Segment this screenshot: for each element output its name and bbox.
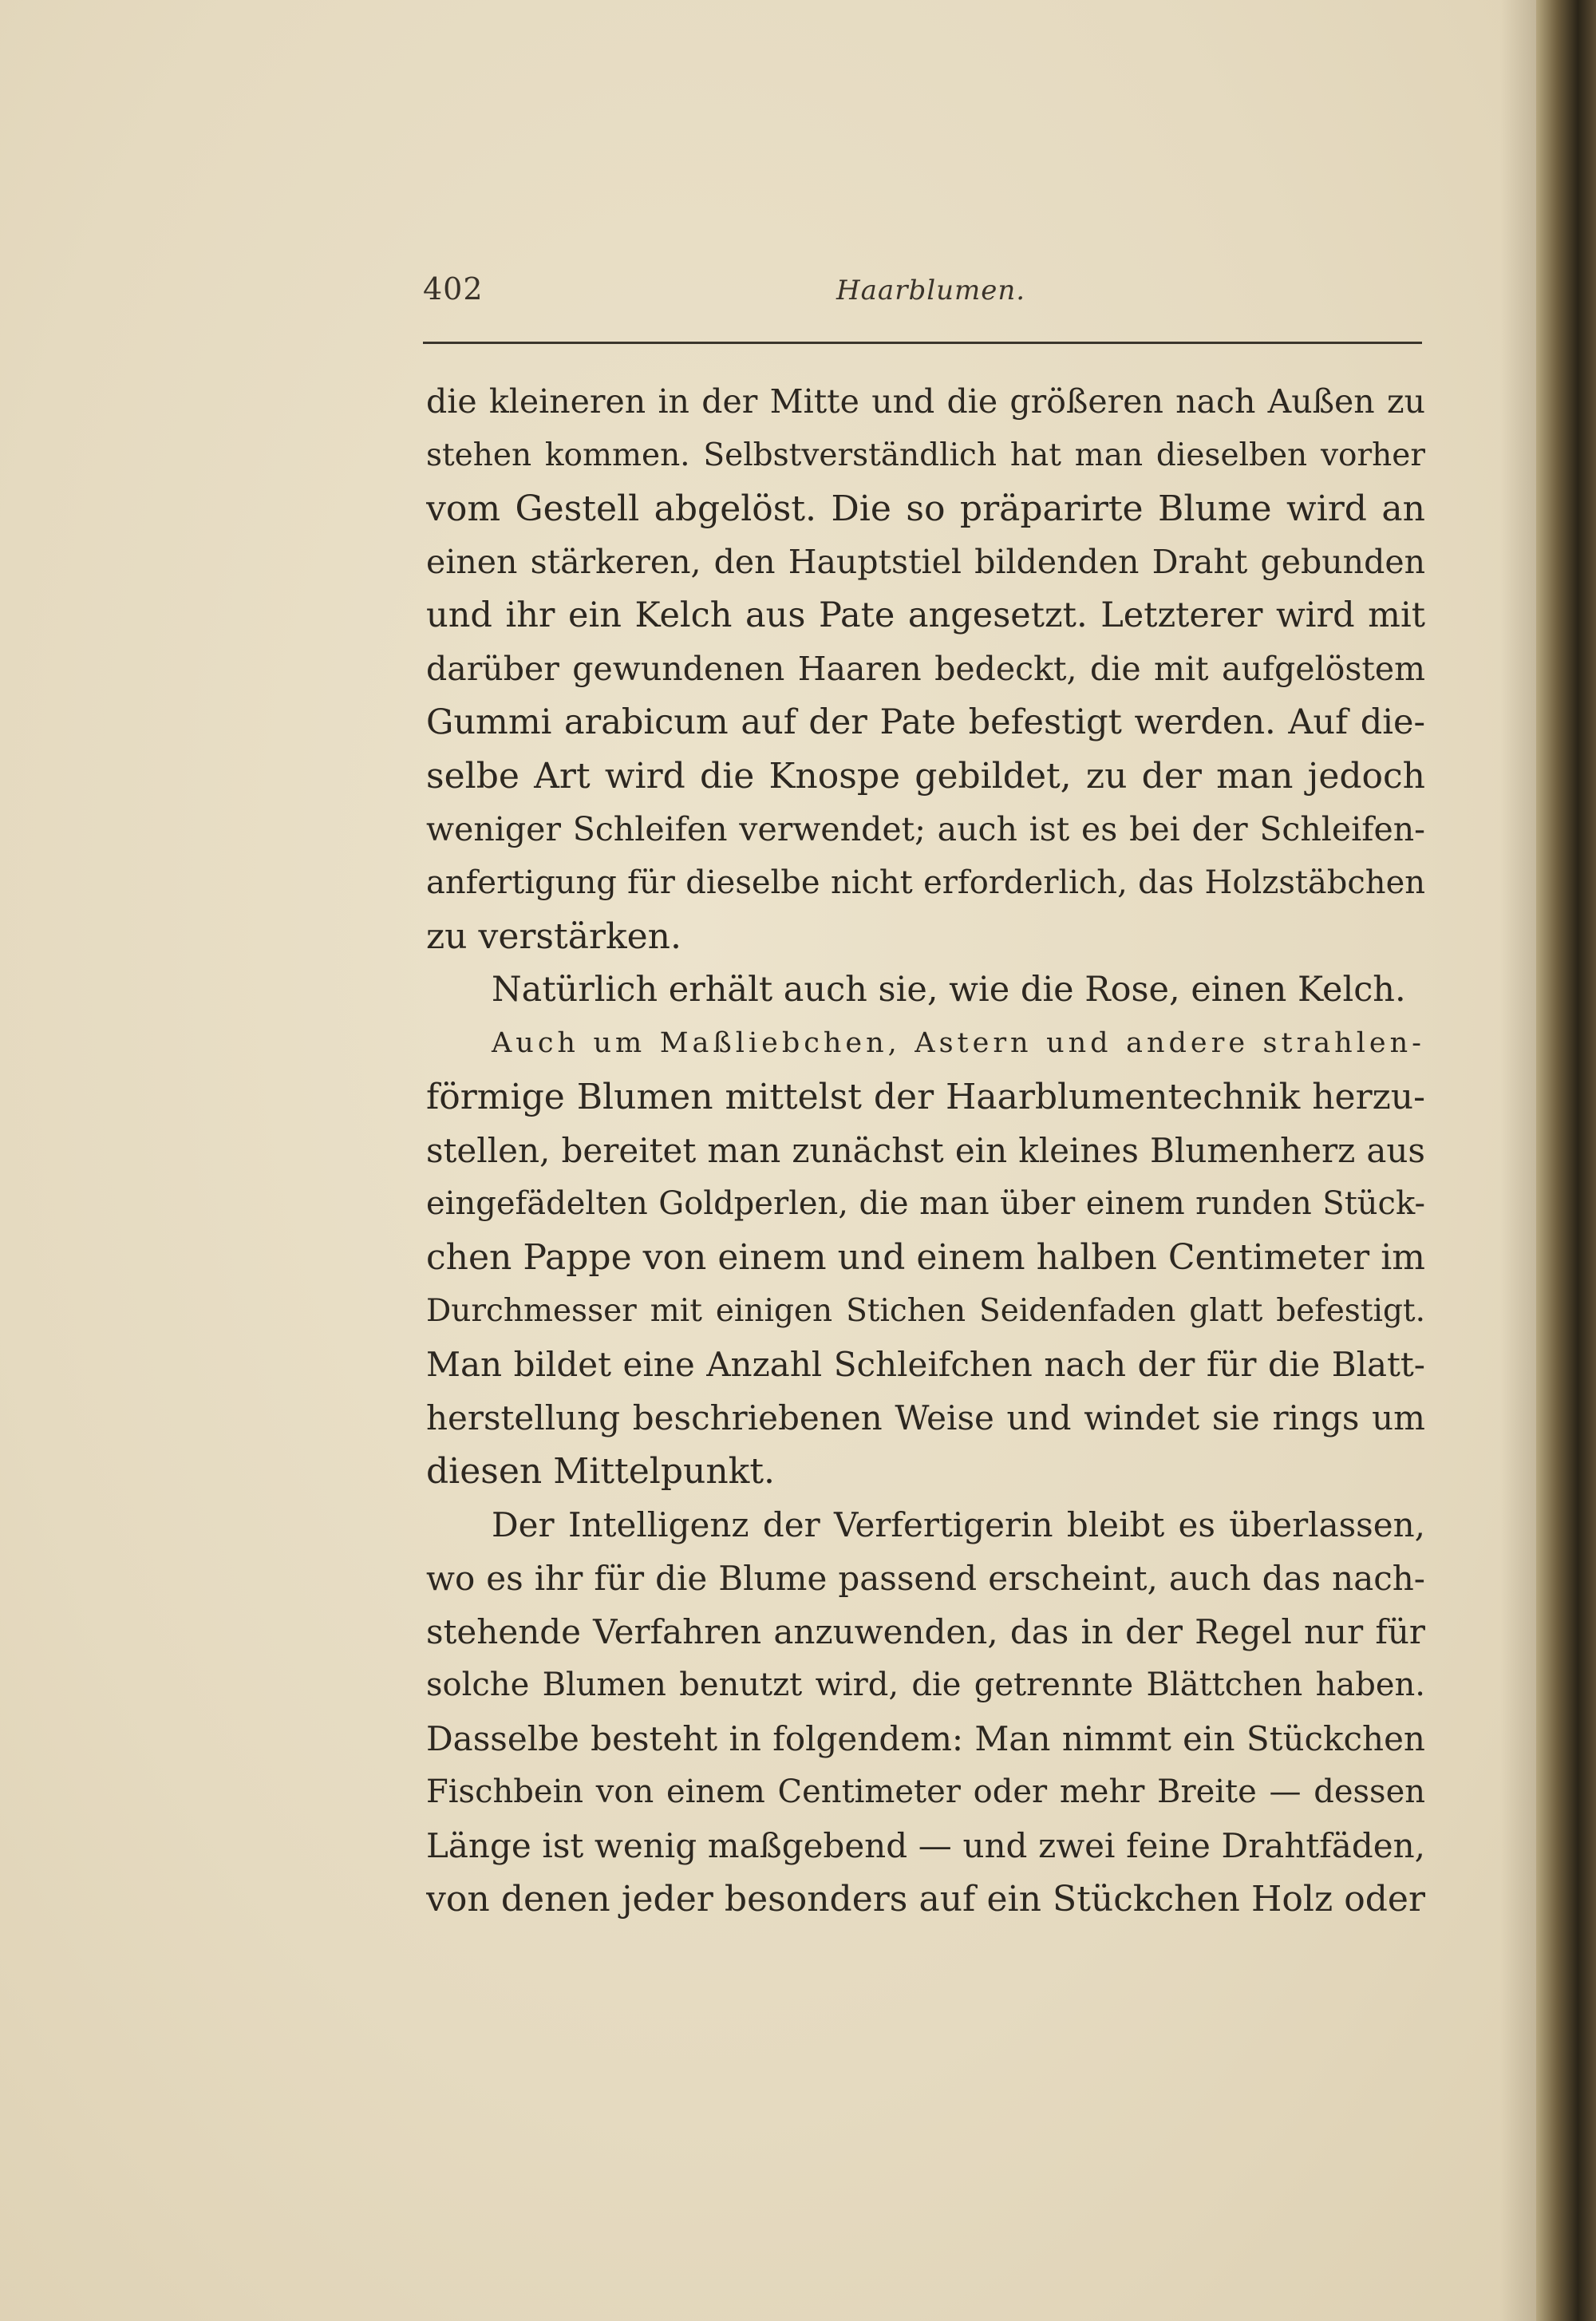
text-line: diesen Mittelpunkt. [426,1451,775,1492]
text-line: solche Blumen benutzt wird, die getrennte Blättchen haben. [426,1667,1425,1703]
text-line: vom Gestell abgelöst. Die so präparirte Blume wird an [426,488,1425,529]
page-number: 402 [423,271,484,306]
text-line: Gummi arabicum auf der Pate befestigt werden. Auf die- [426,702,1425,742]
book-spine [1536,0,1596,2321]
text-line: anfertigung für dieselbe nicht erforderlich, das Holzstäbchen [426,864,1425,901]
text-line: Auch um Maßliebchen, Astern und andere strahlen- [492,1027,1425,1059]
text-line: darüber gewundenen Haaren bedeckt, die mit aufgelöstem [426,650,1425,688]
header-rule [423,342,1422,344]
text-line: stehende Verfahren anzuwenden, das in der Regel nur für [426,1612,1425,1651]
text-line: weniger Schleifen verwendet; auch ist es bei der Schleifen- [426,810,1425,848]
text-line: Fischbein von einem Centimeter oder mehr Breite — dessen [426,1773,1425,1810]
gutter-shadow [1500,0,1536,2321]
page-header [423,271,1420,319]
text-line: chen Pappe von einem und einem halben Centimeter im [426,1237,1425,1278]
text-line: Durchmesser mit einigen Stichen Seidenfaden glatt befestigt. [426,1293,1425,1329]
text-line: selbe Art wird die Knospe gebildet, zu der man jedoch [426,756,1425,797]
running-title: Haarblumen. [836,275,1026,306]
text-line: die kleineren in der Mitte und die größeren nach Außen zu [426,382,1425,421]
text-line: Dasselbe besteht in folgendem: Man nimmt ein Stückchen [426,1719,1425,1758]
text-line: Länge ist wenig maßgebend — und zwei feine Drahtfäden, [426,1826,1425,1865]
text-line: stehen kommen. Selbstverständlich hat man dieselben vorher [426,437,1425,473]
text-line: stellen, bereitet man zunächst ein kleines Blumenherz aus [426,1131,1425,1170]
text-line: Man bildet eine Anzahl Schleifchen nach der für die Blatt- [426,1345,1425,1384]
text-line: einen stärkeren, den Hauptstiel bildenden Draht gebunden [426,543,1425,581]
text-line: Natürlich erhält auch sie, wie die Rose, einen Kelch. [492,970,1406,1010]
text-line: eingefädelten Goldperlen, die man über einem runden Stück- [426,1185,1425,1222]
text-line: herstellung beschriebenen Weise und windet sie rings um [426,1398,1425,1437]
text-line: zu verstärken. [426,916,681,957]
text-line: von denen jeder besonders auf ein Stückchen Holz oder [426,1879,1425,1920]
text-line: Der Intelligenz der Verfertigerin bleibt es überlassen, [492,1505,1425,1544]
body-text [426,375,1425,1971]
text-line: wo es ihr für die Blume passend erscheint, auch das nach- [426,1559,1425,1598]
text-line: und ihr ein Kelch aus Pate angesetzt. Letzterer wird mit [426,595,1425,635]
text-line: förmige Blumen mittelst der Haarblumentechnik herzu- [426,1077,1425,1117]
